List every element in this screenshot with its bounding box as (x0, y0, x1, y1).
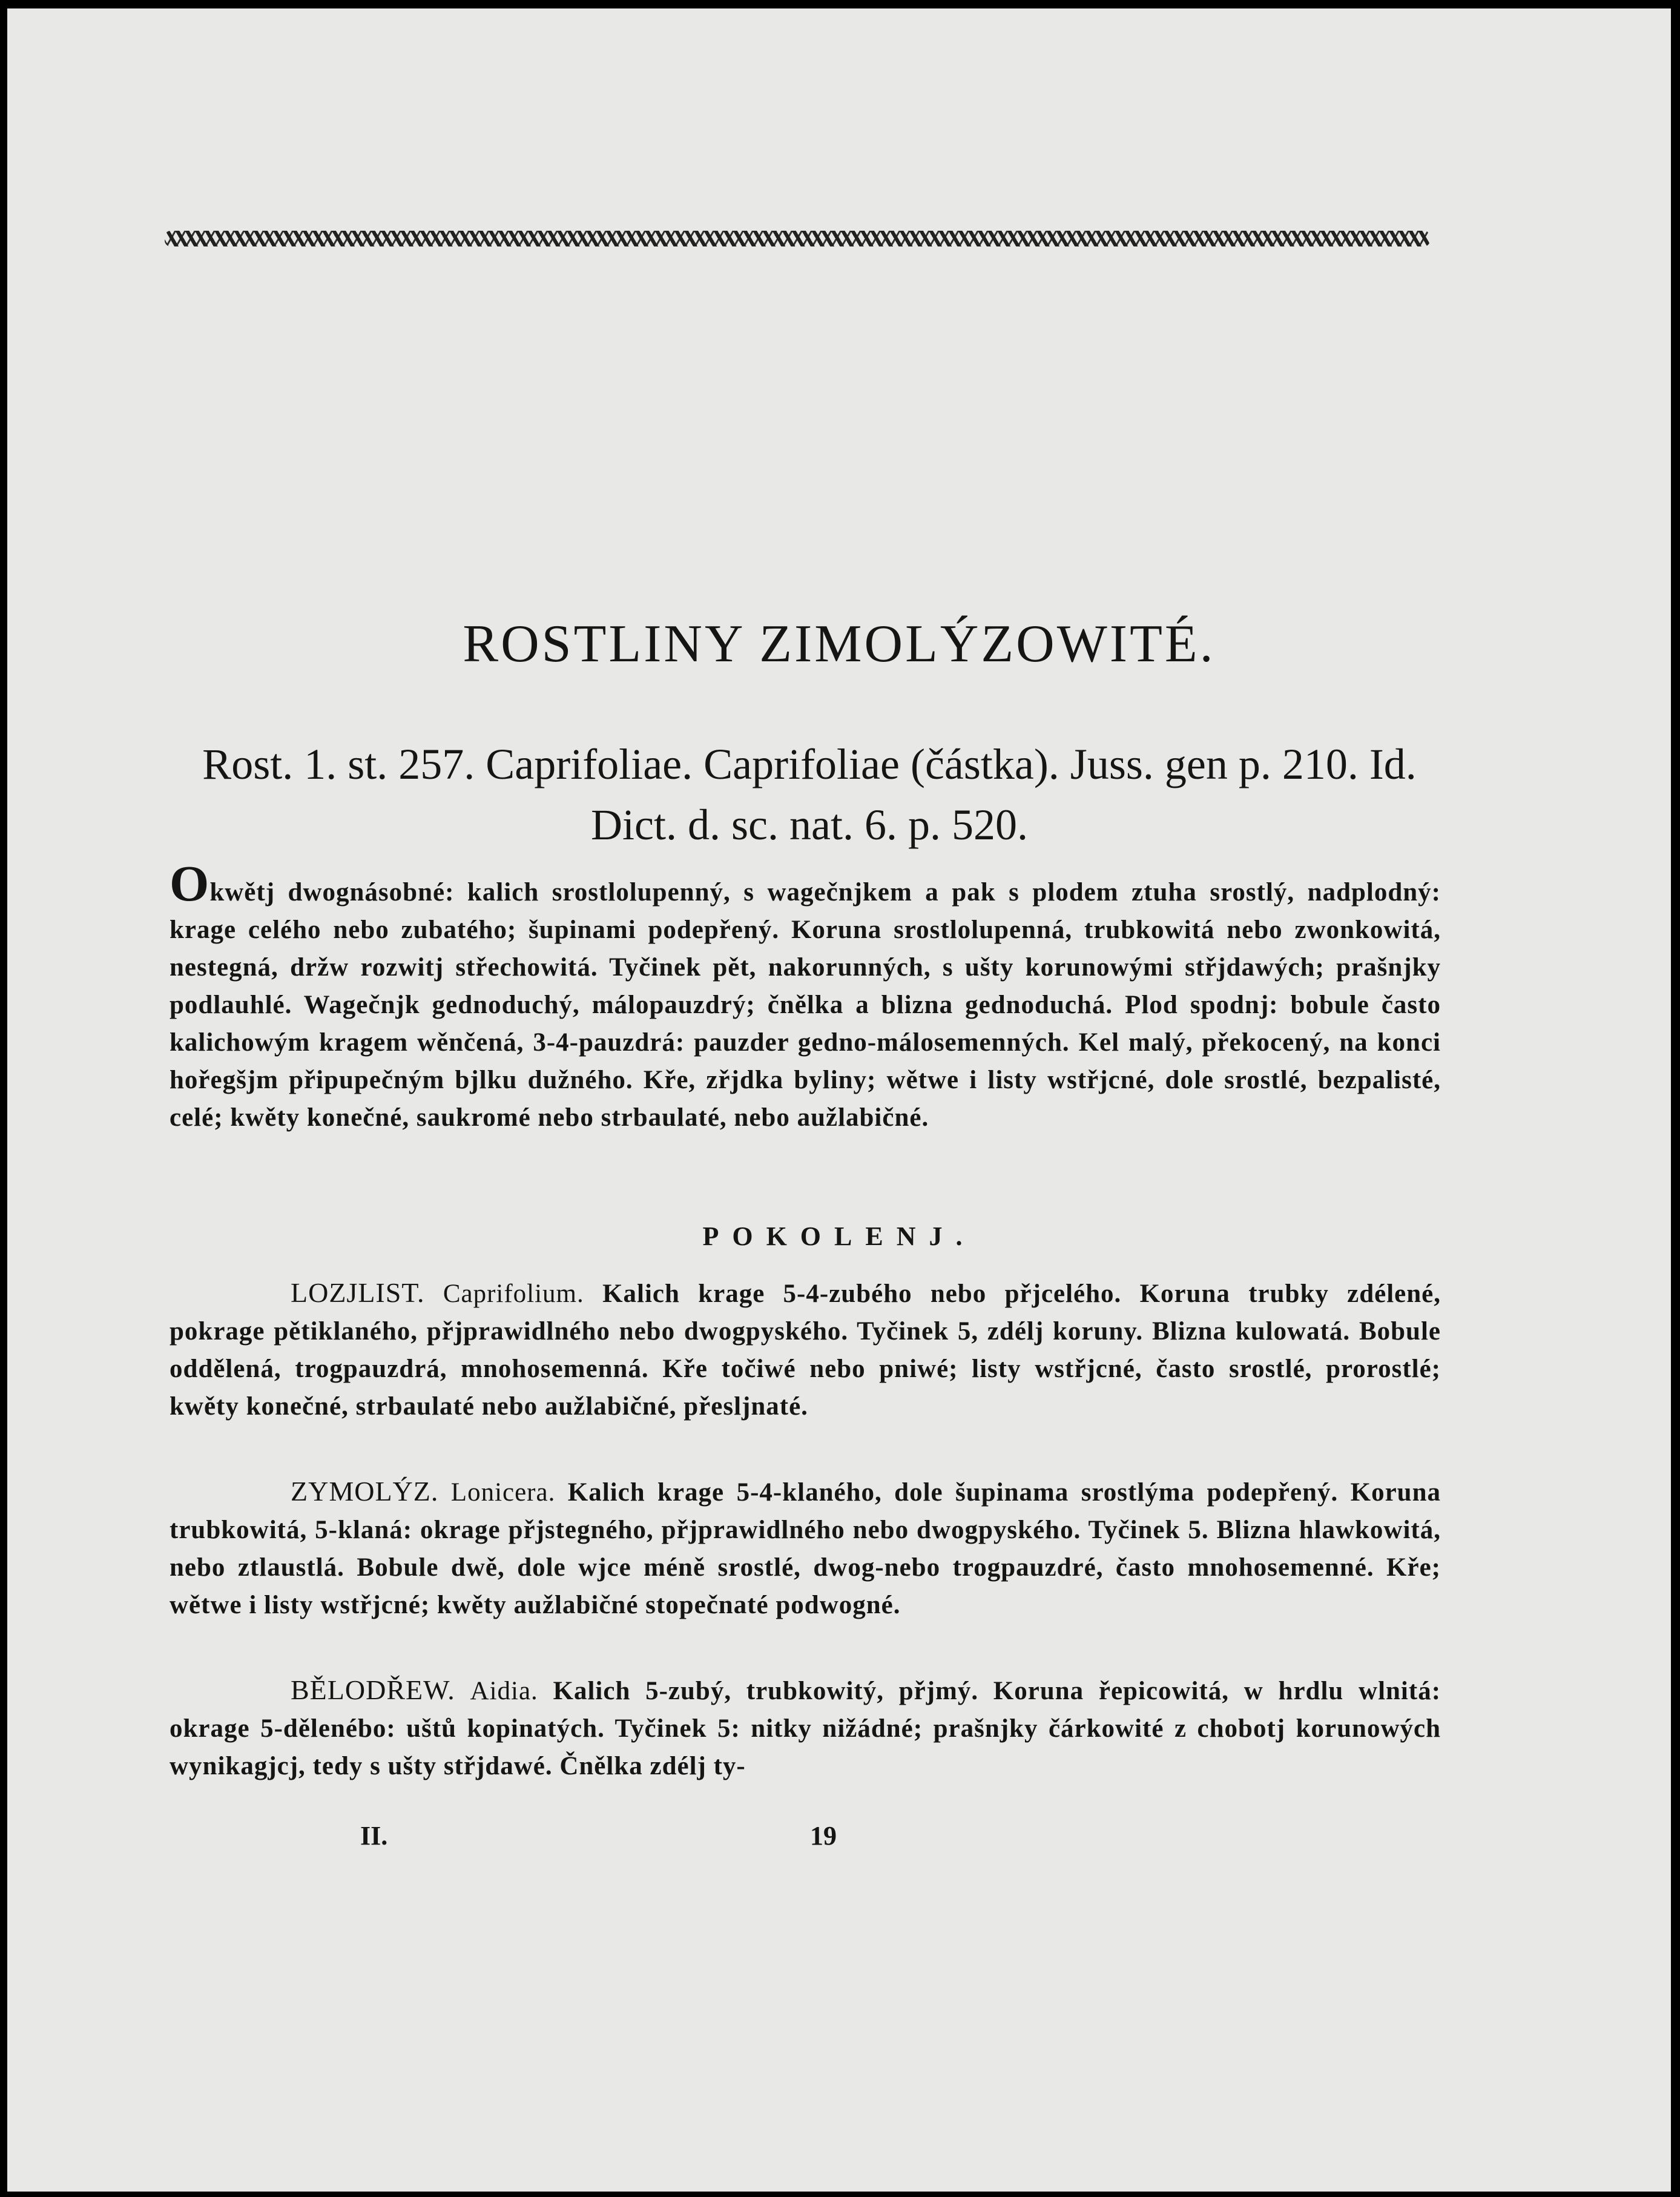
decorative-rule (165, 231, 1430, 246)
signature-mark: II. (360, 1821, 388, 1851)
genus-name: BĚLODŘEW. (291, 1674, 455, 1705)
genus-entry (170, 1473, 1441, 1624)
genus-latin-name: Lonicera. (450, 1478, 556, 1507)
page-number: 19 (810, 1821, 837, 1851)
document-page (7, 8, 1671, 2192)
intro-text: kwětj dwognásobné: kalich srostlolupenný, s wagečnjkem a pak s plodem ztuha srostlý, nadplodný: krage celého nebo zubatého; šupinami podepřený. Koruna srostlolupenná, trubkowitá nebo zwonkowitá, nestegná, držw rozwitj střechowitá. Tyčinek pět, nakorunných, s ušty korunowými střjdawých; prašnjky podlauhlé. Wagečnjk gednoduchý, málopauzdrý; čnělka a blizna gednoduchá. Plod spodnj: bobule často kalichowým kragem wěnčená, 3-4-pauzdrá: pauzder gedno-málosemenných. Kel malý, překocený, na konci hořegšjm připupečným bjlku dužného. Kře, zřjdka byliny; wětwe i listy wstřjcné, dole srostlé, bezpalisté, celé; kwěty konečné, saukromé nebo strbaulaté, nebo aužlabičné. (170, 878, 1441, 1132)
intro-paragraph (170, 856, 1441, 1137)
genus-latin-name: Caprifolium. (443, 1280, 584, 1308)
drop-cap: O (170, 856, 210, 912)
genus-entry (170, 1671, 1441, 1785)
genus-entry (170, 1274, 1441, 1426)
genus-description: Kalich krage 5-4-zubého nebo přjcelého. Koruna trubky zdélené, pokrage pětiklaného, přjprawidlného nebo dwogpyského. Tyčinek 5, zdélj koruny. Blizna kulowatá. Bobule oddělená, trogpauzdrá, mnohosemenná. Kře točiwé nebo pniwé; listy wstřjcné, často srostlé, prorostlé; kwěty konečné, strbaulaté nebo aužlabičné, přesljnaté. (170, 1280, 1441, 1421)
synonymy-line: Rost. 1. st. 257. Caprifoliae. Caprifoliae (částka). Juss. gen p. 210. Id. Dict. d. sc. nat. 6. p. 520. (202, 740, 1417, 849)
genus-description: Kalich krage 5-4-klaného, dole šupinama srostlýma podepřený. Koruna trubkowitá, 5-klaná: okrage přjstegného, přjprawidlného nebo dwogpyského. Tyčinek 5. Blizna hlawkowitá, nebo ztlaustlá. Bobule dwě, dole wjce méně srostlé, dwog-nebo trogpauzdré, často mnohosemenné. Kře; wětwe i listy wstřjcné; kwěty aužlabičné stopečnaté podwogné. (170, 1478, 1441, 1619)
genus-name: LOZJLIST. (291, 1277, 425, 1308)
genus-latin-name: Aidia. (470, 1677, 538, 1705)
genus-description: Kalich 5-zubý, trubkowitý, přjmý. Koruna řepicowitá, w hrdlu wlnitá: okrage 5-dělenébo: uštů kopinatých. Tyčinek 5: nitky nižádné; prašnjky čárkowité z chobotj korunowých wynikagjcj, tedy s ušty střjdawé. Čnělka zdélj ty- (170, 1677, 1441, 1780)
genus-name: ZYMOLÝZ. (291, 1476, 439, 1507)
page-title: ROSTLINY ZIMOLÝZOWITÉ. (463, 615, 1216, 673)
section-heading: POKOLENJ. (702, 1221, 976, 1251)
